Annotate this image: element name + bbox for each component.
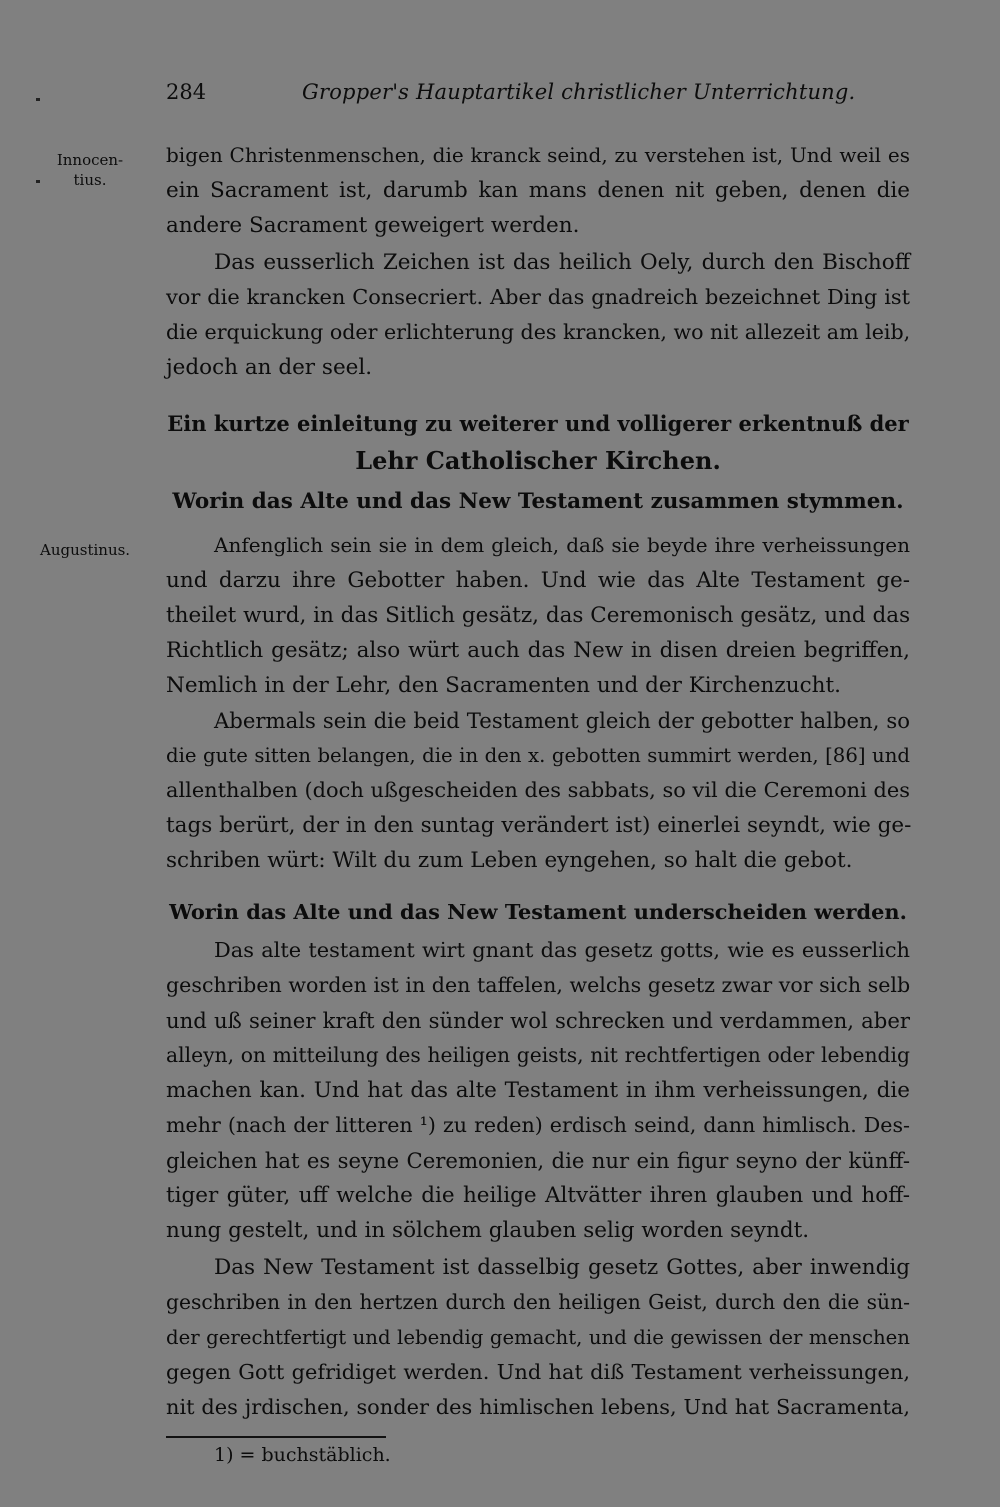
text-line: andere Sacrament geweigert werden. bbox=[166, 213, 580, 238]
text-line: jedoch an der seel. bbox=[166, 355, 373, 380]
running-title: Gropper's Hauptartikel christlicher Unterrichtung. bbox=[302, 80, 856, 104]
text-line: mehr (nach der litteren ¹) zu reden) erdisch seind, dann himlisch. Des- bbox=[166, 1113, 910, 1137]
text-line: Das eusserlich Zeichen ist das heilich Oely, durch den Bischoff bbox=[214, 250, 910, 275]
text-line: geschriben worden ist in den taffelen, welchs gesetz zwar vor sich selb bbox=[166, 973, 911, 997]
text-line: schriben würt: Wilt du zum Leben eyngehen, so halt die gebot. bbox=[166, 848, 853, 873]
text-line: gegen Gott gefridiget werden. Und hat diß Testament verheissungen, bbox=[166, 1360, 910, 1384]
text-line: Richtlich gesätz; also würt auch das New in disen dreien begriffen, bbox=[166, 638, 910, 663]
text-line: gleichen hat es seyne Ceremonien, die nur ein figur seyno der künff- bbox=[166, 1148, 910, 1173]
text-line: Das New Testament ist dasselbig gesetz Gottes, aber inwendig bbox=[214, 1255, 910, 1280]
margin-note-innocentius bbox=[40, 150, 140, 190]
text-line: Anfenglich sein sie in dem gleich, daß sie beyde ihre verheissungen bbox=[214, 533, 910, 557]
text-line: allenthalben (doch ußgescheiden des sabbats, so vil die Ceremoni des bbox=[166, 778, 910, 802]
subsection-heading: Worin das Alte und das New Testament zusammen stymmen. bbox=[172, 489, 904, 514]
text-line: und darzu ihre Gebotter haben. Und wie das Alte Testament ge- bbox=[166, 568, 910, 593]
page-number: 284 bbox=[166, 80, 207, 104]
ink-speck bbox=[36, 180, 40, 183]
text-line: und uß seiner kraft den sünder wol schrecken und verdammen, aber bbox=[166, 1008, 910, 1033]
text-line: vor die krancken Consecriert. Aber das gnadreich bezeichnet Ding ist bbox=[166, 285, 910, 309]
margin-note-line: tius. bbox=[73, 171, 107, 189]
text-line: Nemlich in der Lehr, den Sacramenten und der Kirchenzucht. bbox=[166, 673, 841, 698]
footnote-rule bbox=[166, 1436, 386, 1438]
margin-note-augustinus: Augustinus. bbox=[40, 541, 131, 559]
text-line: geschriben in den hertzen durch den heiligen Geist, durch den die sün- bbox=[166, 1290, 910, 1314]
text-line: tags berürt, der in den suntag verändert ist) einerlei seyndt, wie ge- bbox=[166, 813, 912, 838]
ink-speck bbox=[36, 98, 40, 101]
text-line: theilet wurd, in das Sitlich gesätz, das Ceremonisch gesätz, und das bbox=[166, 603, 911, 628]
text-line: der gerechtfertigt und lebendig gemacht, und die gewissen der menschen bbox=[166, 1326, 910, 1349]
section-heading: Ein kurtze einleitung zu weiterer und volligerer erkentnuß der bbox=[167, 411, 909, 436]
text-line: Abermals sein die beid Testament gleich der gebotter halben, so bbox=[214, 708, 910, 733]
text-line: nit des jrdischen, sonder des himlischen lebens, Und hat Sacramenta, bbox=[166, 1395, 910, 1419]
text-line: bigen Christenmenschen, die kranck seind, zu verstehen ist, Und weil es bbox=[166, 143, 910, 167]
text-line: ein Sacrament ist, darumb kan mans denen nit geben, denen die bbox=[166, 178, 910, 203]
text-line: machen kan. Und hat das alte Testament in ihm verheissungen, die bbox=[166, 1078, 910, 1103]
text-line: die gute sitten belangen, die in den x. gebotten summirt werden, [86] und bbox=[166, 744, 910, 767]
text-line: tiger güter, uff welche die heilige Altvätter ihren glauben und hoff- bbox=[166, 1183, 910, 1208]
section-heading: Lehr Catholischer Kirchen. bbox=[355, 446, 721, 475]
text-line: die erquickung oder erlichterung des krancken, wo nit allezeit am leib, bbox=[166, 320, 911, 344]
margin-note-line: Innocen- bbox=[56, 151, 124, 169]
footnote: 1) = buchstäblich. bbox=[214, 1444, 391, 1466]
text-line: Das alte testament wirt gnant das gesetz gotts, wie es eusserlich bbox=[214, 938, 910, 962]
subsection-heading: Worin das Alte und das New Testament underscheiden werden. bbox=[169, 899, 907, 924]
running-head bbox=[166, 80, 910, 112]
text-line: nung gestelt, und in sölchem glauben selig worden seyndt. bbox=[166, 1218, 810, 1243]
text-line: alleyn, on mitteilung des heiligen geists, nit rechtfertigen oder lebendig bbox=[166, 1043, 910, 1067]
